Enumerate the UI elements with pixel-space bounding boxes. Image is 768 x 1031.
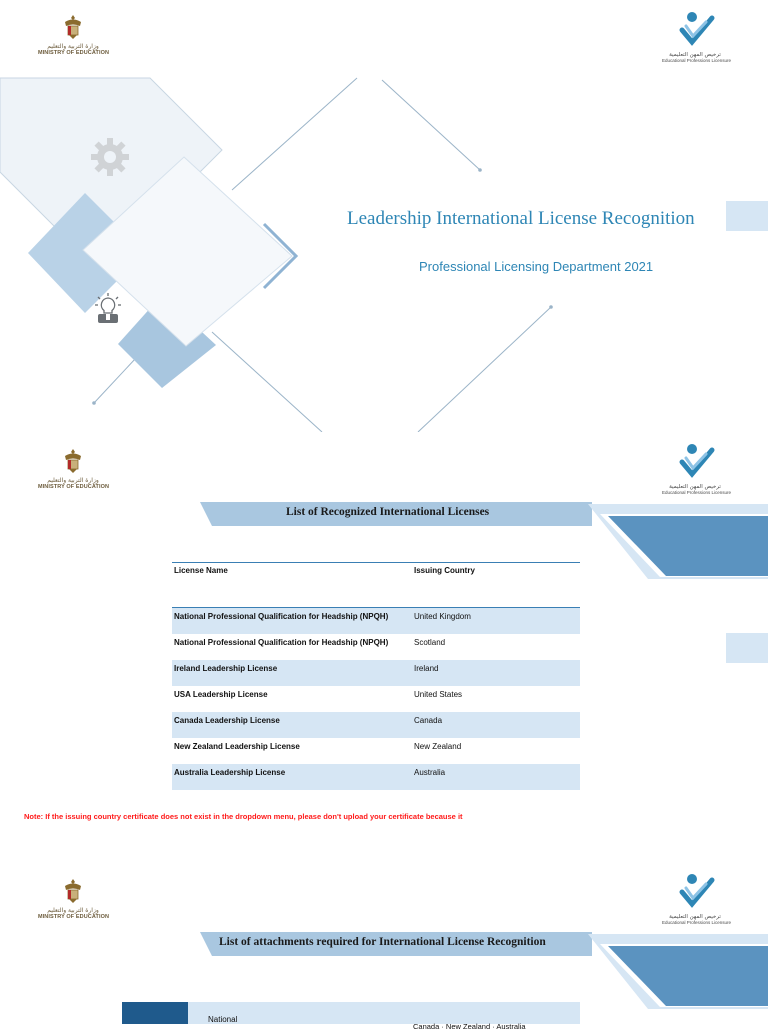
presentation-title: Leadership International License Recognition [347, 208, 695, 229]
gear-icon [89, 136, 131, 178]
issuing-country-cell: New Zealand [414, 741, 462, 751]
table-row [172, 660, 580, 686]
corner-decoration [588, 504, 768, 579]
table-row [172, 738, 580, 764]
issuing-country-cell: United Kingdom [412, 608, 580, 634]
side-tab-decoration [726, 633, 768, 663]
moe-english-text: MINISTRY OF EDUCATION [38, 484, 110, 490]
corner-decoration [588, 934, 768, 1009]
title-slide [0, 0, 768, 432]
licenses-table [172, 562, 580, 790]
attachments-slide [0, 862, 768, 1031]
attachment-cell: National [208, 1015, 238, 1024]
epl-english-text: Educational Professions Licensure [662, 490, 732, 495]
license-name-cell: National Professional Qualification for Headship (NPQH) [172, 608, 412, 634]
attachment-cell: Canada · New Zealand · Australia [413, 1022, 526, 1031]
epl-logo [662, 442, 732, 495]
column-header-issuing-country: Issuing Country [412, 563, 580, 608]
checkmark-person-icon [674, 872, 716, 912]
lightbulb-icon [94, 292, 122, 324]
moe-arabic-text: وزارة التربية والتعليم [47, 43, 99, 50]
warning-note: Note: If the issuing country certificate does not exist in the dropdown menu, please don't upload your certificate because it [24, 812, 463, 821]
license-name-cell: New Zealand Leadership License [174, 741, 300, 751]
license-name-cell: USA Leadership License [174, 689, 268, 699]
license-name-cell: National Professional Qualification for Headship (NPQH) [174, 637, 389, 647]
presentation-subtitle: Professional Licensing Department 2021 [419, 259, 654, 274]
section-heading: List of attachments required for International License Recognition [219, 936, 546, 948]
issuing-country-cell: Ireland [412, 660, 580, 686]
table-row [172, 634, 580, 660]
table-row [172, 764, 580, 790]
moe-english-text: MINISTRY OF EDUCATION [38, 914, 110, 920]
moe-english-text: MINISTRY OF EDUCATION [38, 50, 110, 56]
column-header-license-name: License Name [172, 563, 412, 608]
license-name-cell: Canada Leadership License [172, 712, 412, 738]
side-tab-decoration [726, 201, 768, 231]
epl-english-text: Educational Professions Licensure [662, 58, 732, 63]
license-name-cell: Australia Leadership License [172, 764, 412, 790]
row-label-block [122, 1002, 188, 1024]
epl-english-text: Educational Professions Licensure [662, 920, 732, 925]
moe-logo [38, 878, 108, 920]
license-name-cell: Ireland Leadership License [172, 660, 412, 686]
moe-logo [38, 448, 108, 490]
moe-arabic-text: وزارة التربية والتعليم [47, 477, 99, 484]
issuing-country-cell: Scotland [414, 637, 446, 647]
table-row [172, 712, 580, 738]
checkmark-person-icon [674, 442, 716, 482]
moe-arabic-text: وزارة التربية والتعليم [47, 907, 99, 914]
section-heading: List of Recognized International Licenses [286, 506, 490, 518]
epl-arabic-text: ترخيص المهن التعليمية [669, 914, 721, 920]
issuing-country-cell: United States [414, 689, 463, 699]
table-row [172, 686, 580, 712]
issuing-country-cell: Australia [412, 764, 580, 790]
issuing-country-cell: Canada [412, 712, 580, 738]
table-header-row [172, 563, 580, 608]
falcon-emblem-icon [62, 878, 84, 904]
falcon-emblem-icon [62, 448, 84, 474]
epl-arabic-text: ترخيص المهن التعليمية [669, 52, 721, 58]
licenses-slide [0, 432, 768, 862]
epl-arabic-text: ترخيص المهن التعليمية [669, 484, 721, 490]
table-row [172, 608, 580, 634]
epl-logo [662, 872, 732, 925]
attachment-row [188, 1002, 580, 1024]
